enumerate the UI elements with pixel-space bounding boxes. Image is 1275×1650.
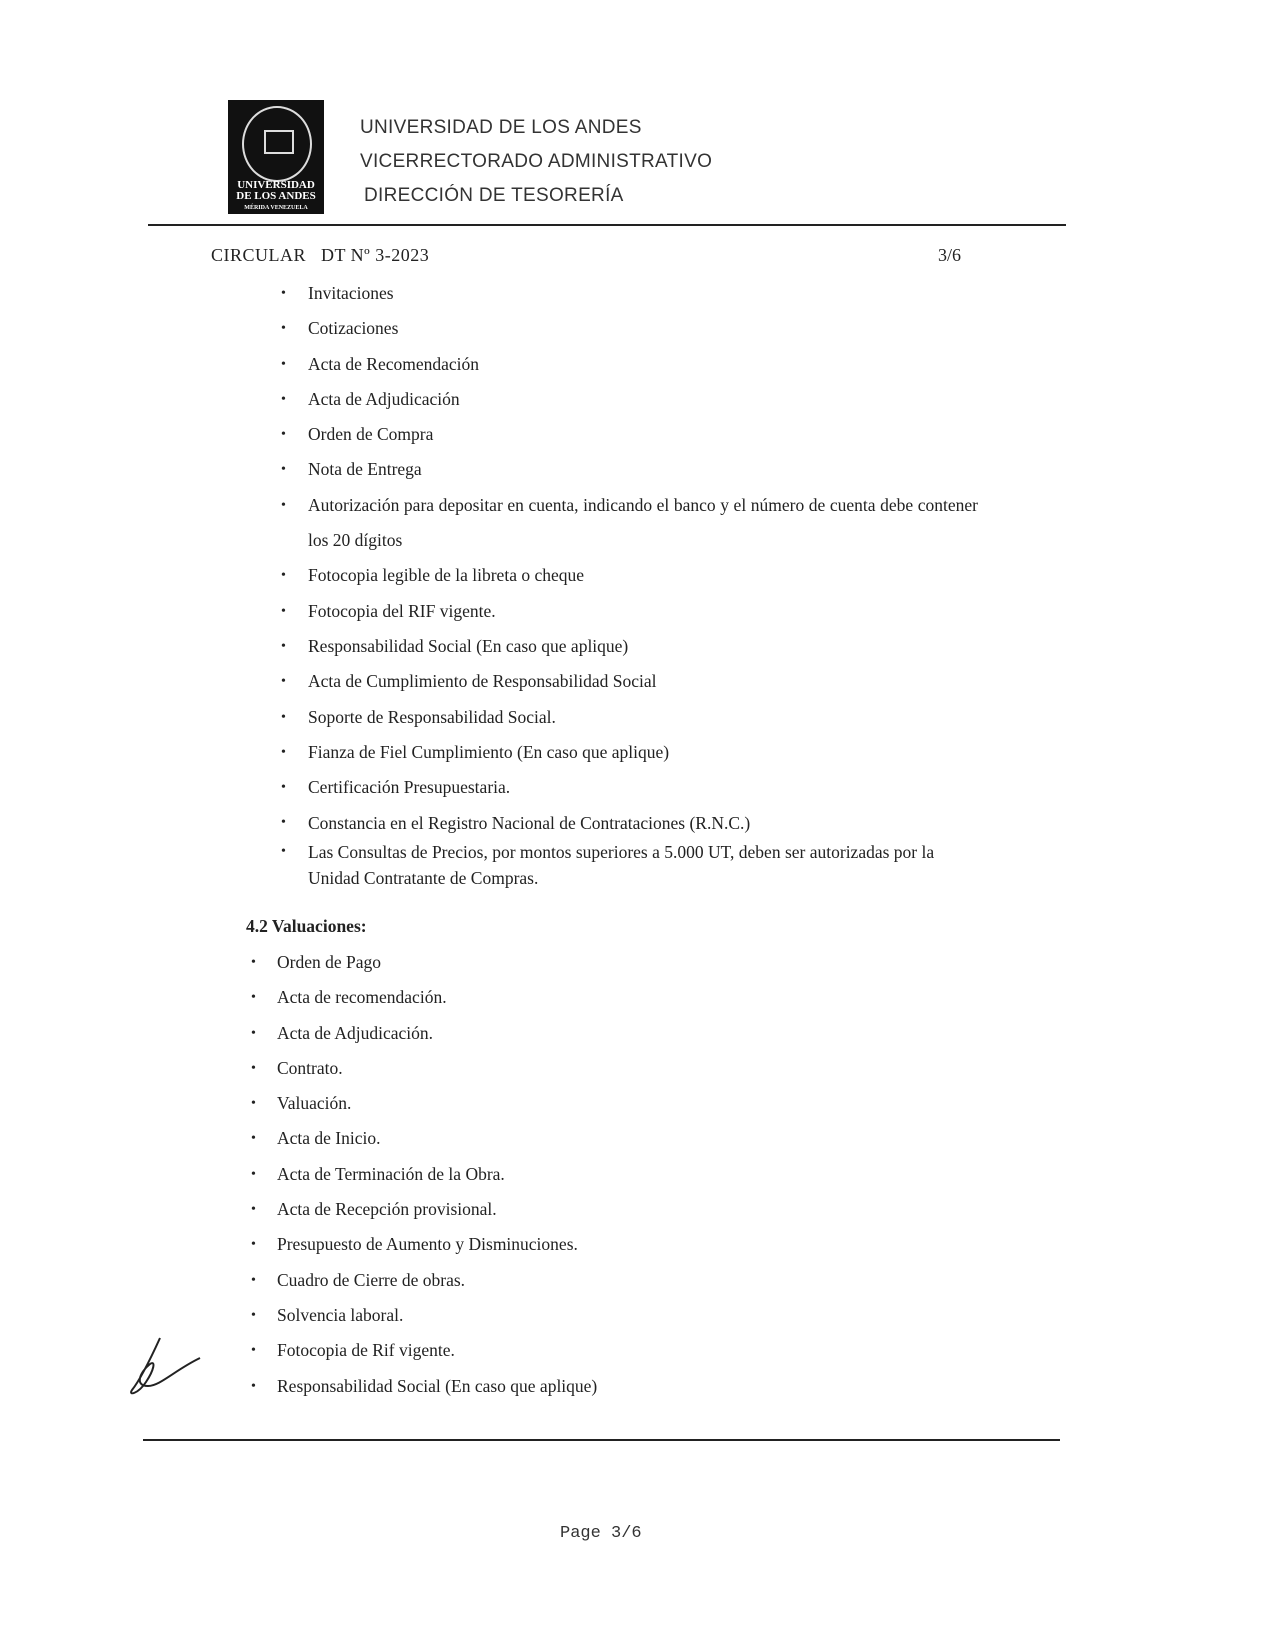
list-item-text: Acta de Inicio.: [277, 1128, 381, 1149]
list-item-text: Valuación.: [277, 1093, 352, 1114]
bullet-icon: •: [281, 568, 286, 584]
list-item: [281, 488, 978, 559]
list-item-text: Soporte de Responsabilidad Social.: [308, 706, 556, 727]
bullet-icon: •: [281, 815, 286, 831]
list-item: [251, 1298, 877, 1333]
list-item: [251, 980, 877, 1015]
list-item: [251, 1263, 877, 1298]
valuaciones-list: [251, 945, 877, 1404]
bullet-icon: •: [251, 1096, 256, 1112]
list-item: [251, 1369, 877, 1404]
list-item-text: Acta de Adjudicación: [308, 388, 460, 409]
bullet-icon: •: [281, 709, 286, 725]
list-item-text: Acta de Recomendación: [308, 353, 480, 374]
logo-text-3: MÉRIDA VENEZUELA: [244, 205, 308, 211]
list-item: [251, 1121, 877, 1156]
bullet-icon: •: [251, 1202, 256, 1218]
list-item: [251, 1086, 877, 1121]
bullet-icon: •: [281, 356, 286, 372]
bullet-icon: •: [251, 955, 256, 970]
list-item-text: Constancia en el Registro Nacional de Contrataciones (R.N.C.): [308, 813, 751, 834]
bullet-icon: •: [281, 744, 286, 760]
list-item: [251, 1016, 877, 1051]
list-item: [281, 735, 978, 770]
footer-divider: [143, 1439, 1060, 1441]
list-item-text: Nota de Entrega: [308, 459, 422, 480]
list-item-text: Acta de recomendación.: [277, 987, 447, 1008]
bullet-icon: •: [251, 1166, 256, 1182]
requirements-list: [281, 276, 978, 891]
bullet-icon: •: [281, 497, 286, 513]
list-item-text: Las Consultas de Precios, por montos superiores a 5.000 UT, deben ser autorizadas por la Unidad Contratante de Compras.: [308, 842, 935, 889]
list-item: [281, 347, 978, 382]
list-item-text: Orden de Compra: [308, 424, 434, 445]
list-item: [281, 809, 978, 837]
header-vicerrectorado: VICERRECTORADO ADMINISTRATIVO: [360, 151, 713, 172]
bullet-icon: •: [281, 391, 286, 407]
bullet-icon: •: [251, 1343, 256, 1359]
list-item: [281, 594, 978, 629]
header-divider: [148, 224, 1066, 226]
list-item: [281, 276, 978, 311]
list-item: [281, 770, 978, 805]
university-logo: [228, 100, 324, 214]
list-item-text: Fotocopia legible de la libreta o cheque: [308, 565, 585, 586]
list-item: [251, 945, 877, 980]
list-item-text: Responsabilidad Social (En caso que aplique): [308, 635, 629, 656]
page-fraction: 3/6: [938, 245, 962, 265]
bullet-icon: •: [281, 286, 286, 301]
circular-number: CIRCULAR DT Nº 3-2023: [211, 245, 430, 265]
seal-emblem: [242, 106, 312, 182]
list-item-text: Acta de Adjudicación.: [277, 1022, 433, 1043]
list-item: [281, 558, 978, 593]
list-item-text: Cotizaciones: [308, 318, 399, 339]
bullet-icon: •: [281, 427, 286, 443]
list-item-text: Acta de Cumplimiento de Responsabilidad Social: [308, 671, 657, 692]
list-item: [281, 382, 978, 417]
list-item-text: Contrato.: [277, 1057, 343, 1078]
handwritten-signature: [120, 1330, 210, 1400]
bullet-icon: •: [281, 321, 286, 337]
section-title-valuaciones: 4.2 Valuaciones:: [246, 916, 367, 936]
list-item: [251, 1227, 877, 1262]
bullet-icon: •: [281, 674, 286, 690]
bullet-icon: •: [251, 1060, 256, 1076]
list-item-text: Certificación Presupuestaria.: [308, 777, 511, 798]
bullet-icon: •: [281, 462, 286, 478]
bullet-icon: •: [251, 1272, 256, 1288]
list-item: [251, 1157, 877, 1192]
list-item-text: Fianza de Fiel Cumplimiento (En caso que aplique): [308, 741, 670, 762]
list-item-text: Acta de Recepción provisional.: [277, 1199, 497, 1220]
page-footer: Page 3/6: [560, 1524, 642, 1543]
list-item-text: Cuadro de Cierre de obras.: [277, 1269, 466, 1290]
list-item-text: Solvencia laboral.: [277, 1304, 404, 1325]
header-university: UNIVERSIDAD DE LOS ANDES: [360, 117, 642, 138]
list-item-text: Acta de Terminación de la Obra.: [277, 1163, 505, 1184]
list-item-text: Autorización para depositar en cuenta, indicando el banco y el número de cuenta debe contener los 20 dígitos: [308, 494, 978, 551]
list-item: [281, 664, 978, 699]
list-item-text: Fotocopia de Rif vigente.: [277, 1340, 455, 1361]
bullet-icon: •: [251, 1237, 256, 1253]
list-item: [251, 1051, 877, 1086]
bullet-icon: •: [251, 990, 256, 1006]
list-item-text: Presupuesto de Aumento y Disminuciones.: [277, 1234, 578, 1255]
bullet-icon: •: [281, 603, 286, 619]
list-item: [251, 1333, 877, 1368]
list-item-text: Fotocopia del RIF vigente.: [308, 600, 496, 621]
list-item: [281, 417, 978, 452]
list-item: [251, 1192, 877, 1227]
bullet-icon: •: [251, 1378, 256, 1394]
logo-text-2: DE LOS ANDES: [236, 190, 316, 202]
list-item: [281, 700, 978, 735]
header-direccion: DIRECCIÓN DE TESORERÍA: [364, 185, 624, 206]
list-item-text: Orden de Pago: [277, 952, 382, 972]
list-item-text: Invitaciones: [308, 283, 394, 303]
bullet-icon: •: [281, 780, 286, 796]
logo-text-1: UNIVERSIDAD: [237, 179, 315, 191]
bullet-icon: •: [281, 638, 286, 654]
list-item: [281, 839, 978, 891]
list-item: [281, 452, 978, 487]
list-item-text: Responsabilidad Social (En caso que aplique): [277, 1375, 598, 1396]
bullet-icon: •: [251, 1025, 256, 1041]
list-item: [281, 311, 978, 346]
list-item: [281, 629, 978, 664]
bullet-icon: •: [251, 1131, 256, 1147]
bullet-icon: •: [251, 1307, 256, 1323]
bullet-icon: •: [281, 844, 286, 860]
